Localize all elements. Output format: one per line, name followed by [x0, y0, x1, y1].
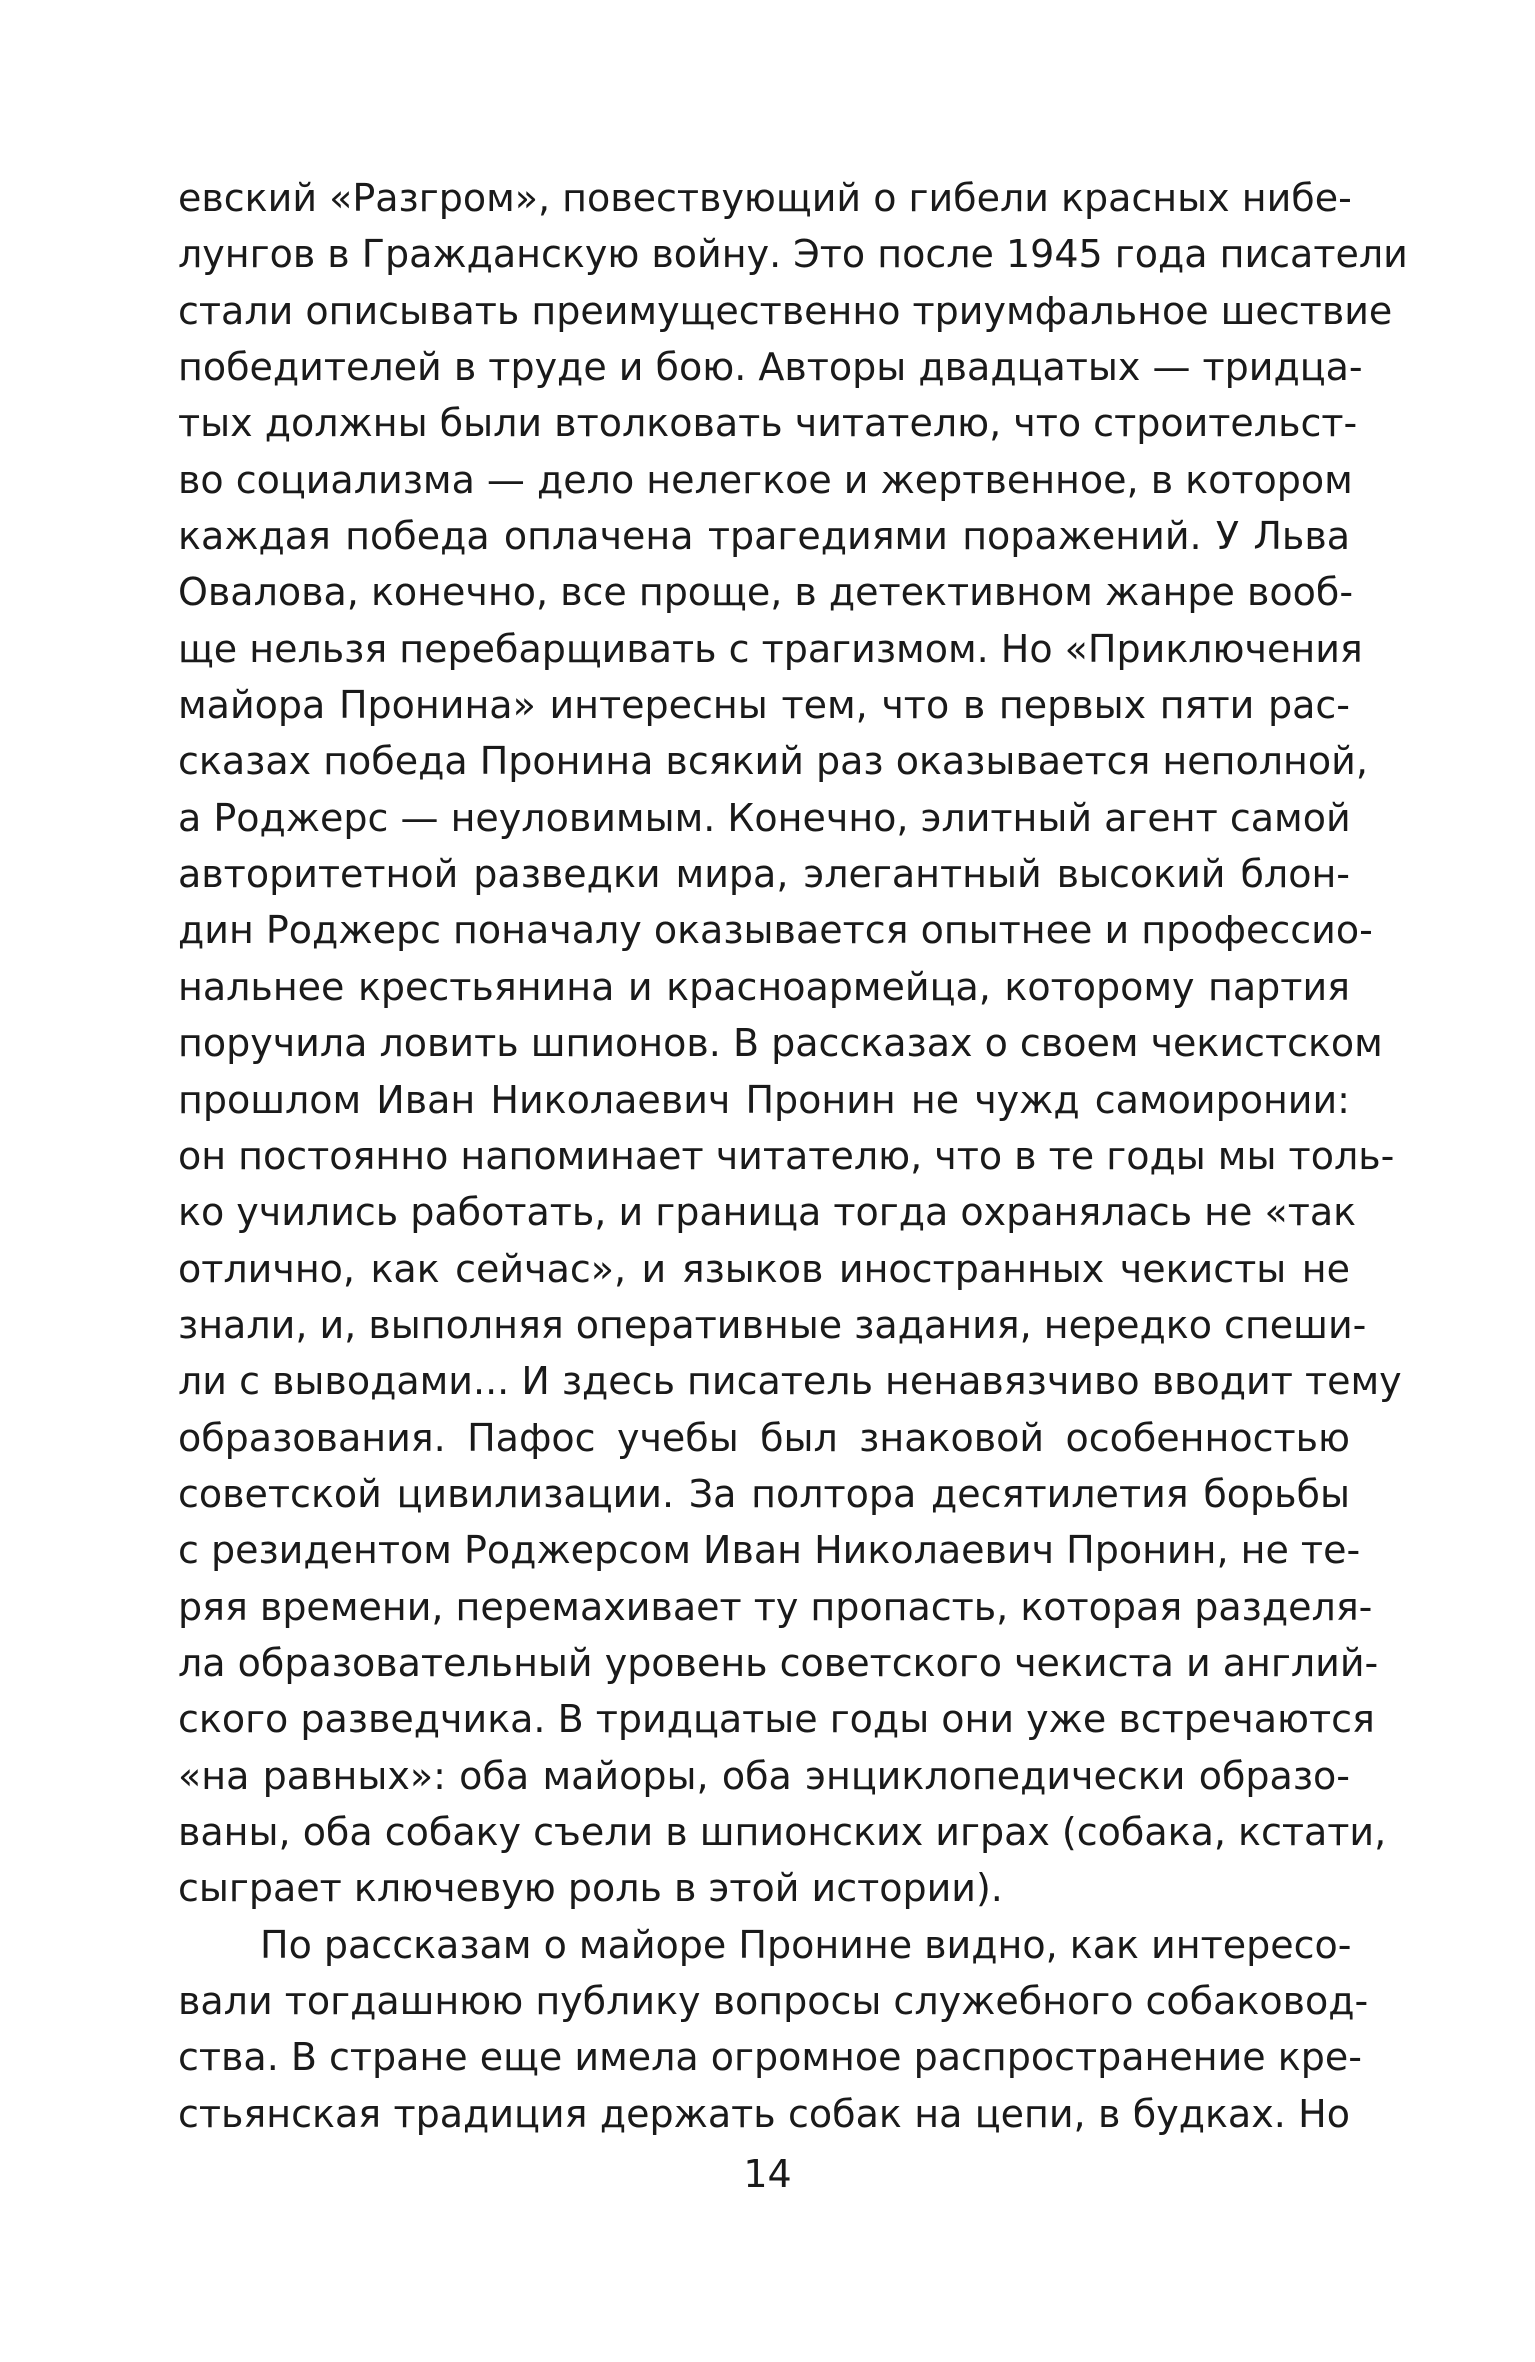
text-line: поручила ловить шпионов. В рассказах о своем чекистском [178, 1021, 1383, 1066]
text-line: По рассказам о майоре Пронине видно, как интересо- [260, 1922, 1352, 1967]
text-line: вали тогдашнюю публику вопросы служебного собаковод- [178, 1979, 1369, 2023]
text-line: а Роджерс — неуловимым. Конечно, элитный агент самой [178, 795, 1351, 840]
text-line: лунгов в Гражданскую войну. Это после 1945 года писатели [178, 232, 1408, 277]
text-line: ского разведчика. В тридцатые годы они уже встречаются [178, 1697, 1375, 1742]
text-line: ваны, оба собаку съели в шпионских играх (собака, кстати, [178, 1809, 1387, 1854]
paragraph [178, 170, 1408, 1917]
text-line: ко учились работать, и граница тогда охранялась не «так [178, 1190, 1357, 1235]
text-line: дин Роджерс поначалу оказывается опытнее и профессио- [178, 908, 1373, 953]
page-number: 14 [743, 2152, 792, 2196]
text-line: авторитетной разведки мира, элегантный высокий блон- [178, 852, 1350, 897]
text-line: сыграет ключевую роль в этой истории). [178, 1866, 1003, 1911]
text-line: каждая победа оплачена трагедиями поражений. У Льва [178, 514, 1350, 559]
text-line: знали, и, выполняя оперативные задания, нередко спеши- [178, 1302, 1367, 1347]
text-line: стьянская традиция держать собак на цепи, в будках. Но [178, 2091, 1350, 2136]
text-line: тых должны были втолковать читателю, что строительст- [178, 401, 1358, 446]
text-line: образования. Пафос учебы был знаковой особенностью [178, 1415, 1350, 1460]
text-line: майора Пронина» интересны тем, что в первых пяти рас- [178, 683, 1350, 728]
text-line: он постоянно напоминает читателю, что в те годы мы толь- [178, 1133, 1395, 1178]
text-line: нальнее крестьянина и красноармейца, которому партия [178, 964, 1350, 1009]
text-line: победителей в труде и бою. Авторы двадцатых — тридца- [178, 345, 1363, 390]
text-line: «на равных»: оба майоры, оба энциклопедически образо- [178, 1753, 1350, 1798]
text-line: отлично, как сейчас», и языков иностранных чекисты не [178, 1246, 1350, 1291]
text-line: во социализма — дело нелегкое и жертвенное, в котором [178, 457, 1353, 502]
text-line: ще нельзя перебарщивать с трагизмом. Но «Приключения [178, 626, 1363, 671]
text-line: с резидентом Роджерсом Иван Николаевич Пронин, не те- [178, 1528, 1361, 1573]
text-line: ства. В стране еще имела огромное распространение кре- [178, 2035, 1362, 2080]
text-line: ряя времени, перемахивает ту пропасть, которая разделя- [178, 1584, 1373, 1629]
text-line: ли с выводами... И здесь писатель ненавязчиво вводит тему [178, 1359, 1402, 1404]
text-line: сказах победа Пронина всякий раз оказывается неполной, [178, 739, 1368, 784]
text-line: советской цивилизации. За полтора десятилетия борьбы [178, 1471, 1350, 1516]
text-line: прошлом Иван Николаевич Пронин не чужд самоиронии: [178, 1077, 1350, 1122]
text-line: ла образовательный уровень советского чекиста и англий- [178, 1640, 1379, 1685]
paragraph [178, 1917, 1369, 2142]
text-line: евский «Разгром», повествующий о гибели красных нибе- [178, 176, 1352, 220]
body-text [178, 170, 1408, 2142]
text-line: Овалова, конечно, все проще, в детективном жанре вооб- [178, 570, 1354, 615]
text-line: стали описывать преимущественно триумфальное шествие [178, 288, 1393, 333]
